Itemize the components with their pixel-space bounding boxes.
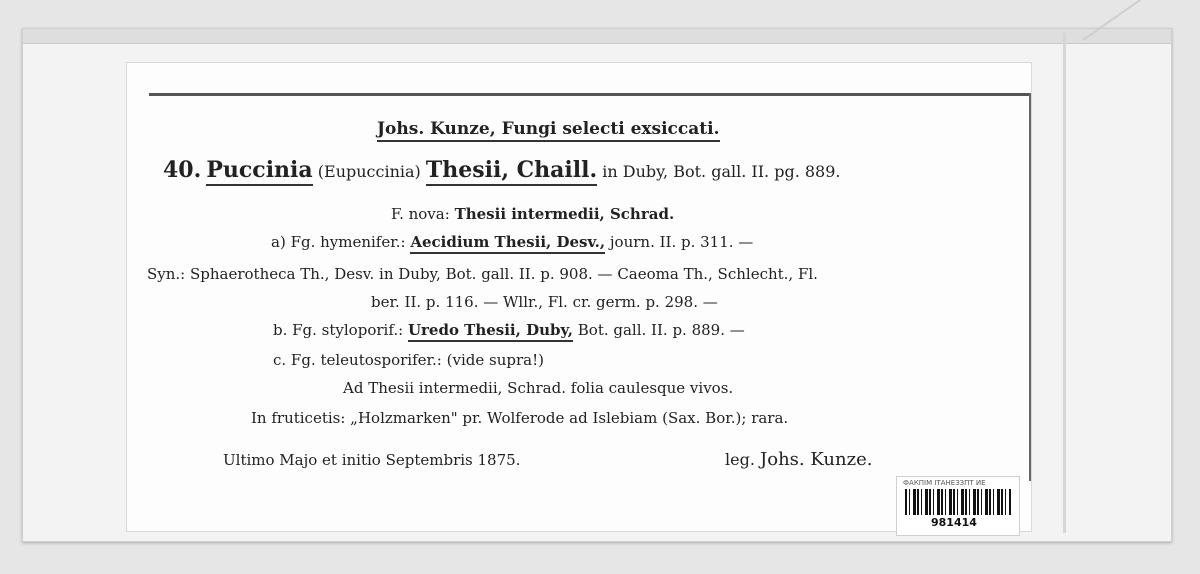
envelope-flap-fold xyxy=(1063,33,1066,533)
collector-name: Johs. Kunze. xyxy=(760,449,873,470)
collection-date: Ultimo Majo et initio Septembris 1875. xyxy=(223,451,521,469)
habitat-line: Ad Thesii intermedii, Schrad. folia caulesque vivos. xyxy=(343,379,734,397)
stage-b-line: b. Fg. styloporif.: Uredo Thesii, Duby, Bot. gall. II. p. 889. — xyxy=(273,321,745,339)
barcode-icon xyxy=(905,489,1011,515)
subgenus-name: (Eupuccinia) xyxy=(317,162,421,181)
genus-name: Puccinia xyxy=(206,157,312,186)
locality-line: In fruticetis: „Holzmarken" pr. Wolferode ad Islebiam (Sax. Bor.); rara. xyxy=(251,409,789,427)
species-heading xyxy=(163,157,841,183)
barcode-header: ФАКПІМ ІТАНЕЗЗПТ ИЕ xyxy=(903,479,986,487)
exsiccata-number: 40. xyxy=(163,157,202,183)
forma-line: F. nova: Thesii intermedii, Schrad. xyxy=(391,205,675,223)
synonym-line-1: Syn.: Sphaerotheca Th., Desv. in Duby, Bot. gall. II. p. 908. — Caeoma Th., Schlecht., Fl. xyxy=(147,265,818,283)
stage-c-line: c. Fg. teleutosporifer.: (vide supra!) xyxy=(273,351,544,369)
stage-a-line: a) Fg. hymenifer.: Aecidium Thesii, Desv., journ. II. p. 311. — xyxy=(271,233,753,251)
barcode-number: 981414 xyxy=(931,516,977,529)
species-name: Thesii, Chaill. xyxy=(426,157,597,186)
label-top-rule xyxy=(149,93,1029,96)
species-citation: in Duby, Bot. gall. II. pg. 889. xyxy=(602,162,841,181)
synonym-line-2: ber. II. p. 116. — Wllr., Fl. cr. germ. p. 298. — xyxy=(371,293,718,311)
series-title: Johs. Kunze, Fungi selecti exsiccati. xyxy=(377,119,720,139)
label-right-rule xyxy=(1029,93,1031,481)
barcode-label xyxy=(896,476,1020,536)
specimen-label xyxy=(126,62,1032,532)
envelope-top-edge xyxy=(23,29,1171,44)
collector-line: leg. Johs. Kunze. xyxy=(725,449,873,470)
